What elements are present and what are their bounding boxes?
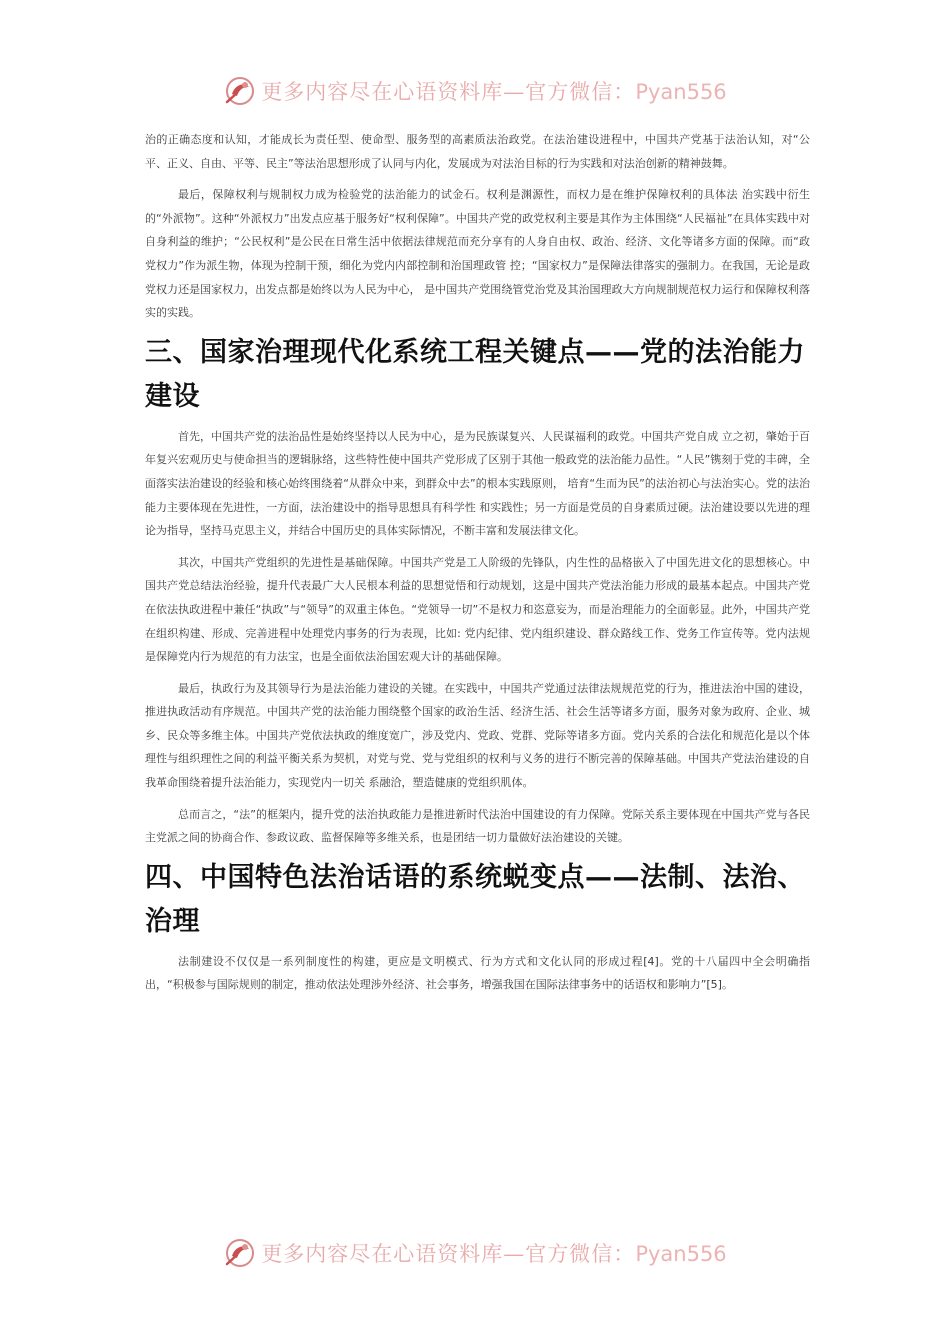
watermark-label: 更多内容尽在心语资料库—官方微信： — [261, 80, 636, 104]
paragraph-7: 法制建设不仅仅是一系列制度性的构建，更应是文明模式、行为方式和文化认同的形成过程[4]。党的十八届四中全会明确指出，“积极参与国际规则的制定，推动依法处理涉外经济、社会事务，增强我国在国际法律事务中的话语权和影响力”[5]。 — [145, 954, 810, 992]
paragraph-3: 首先，中国共产党的法治品性是始终坚持以人民为中心，是为民族谋复兴、人民谋福利的政党。中国共产党自成 立之初，肇始于百年复兴宏观历史与使命担当的逻辑脉络，这些特性使中国共产党形成了区别于其他一般政党的法治能力品性。“人民”镌刻于党的丰碑，全面落实法治建设的经验和核心始终围绕着“从群众中来，到群众中去”的根本实践原则， 培育“生而为民”的法治初心与法治实心。党的法治能力主要体现在先进性，一方面，法治建设中的指导思想具有科学性 和实践性；另一方面是党员的自身素质过硬。法治建设要以先进的理论为指导，坚持马克思主义，并结合中国历史的具体实际情况，不断丰富和发展法律文化。 — [145, 429, 810, 538]
section-heading-4: 四、中国特色法治话语的系统蜕变点——法制、法治、治理 — [145, 861, 805, 937]
watermark-wechat-id: Pyan556 — [635, 80, 727, 104]
paragraph-2: 最后，保障权利与规制权力成为检验党的法治能力的试金石。权利是渊源性，而权力是在维护保障权利的具体法 治实践中衍生的“外派物”。这种“外派权力”出发点应基于服务好“权利保障”。中国共产党的政党权利主要是其作为主体围绕“人民福祉”在具体实践中对自身利益的维护；“公民权利”是公民在日常生活中依据法律规范而充分享有的人身自由权、政治、经济、文化等诸多方面的保障。而“政党权力”作为派生物，体现为控制干预，细化为党内内部控制和治国理政管 控；“国家权力”是保障法律落实的强制力。在我国，无论是政党权力还是国家权力，出发点都是始终以为人民为中心， 是中国共产党围绕管党治党及其治国理政大方向规制规范权力运行和保障权利落实的实践。 — [145, 188, 810, 320]
paragraph-6: 总而言之，“法”的框架内，提升党的法治执政能力是推进新时代法治中国建设的有力保障。党际关系主要体现在中国共产党与各民主党派之间的协商合作、参政议政、监督保障等多维关系，也是团结一切力量做好法治建设的关键。 — [145, 807, 810, 845]
watermark-logo-icon — [223, 1236, 257, 1270]
header-watermark — [0, 74, 950, 108]
watermark-logo-icon — [223, 74, 257, 108]
footer-watermark — [0, 1236, 950, 1270]
watermark-text — [261, 76, 726, 106]
document-body — [145, 128, 810, 997]
paragraph-1: 治的正确态度和认知，才能成长为责任型、使命型、服务型的高素质法治政党。在法治建设进程中，中国共产党基于法治认知，对“公平、正义、自由、平等、民主”等法治思想形成了认同与内化，发展成为对法治目标的行为实践和对法治创新的精神鼓舞。 — [145, 133, 810, 170]
paragraph-4: 其次，中国共产党组织的先进性是基础保障。中国共产党是工人阶级的先锋队，内生性的品格嵌入了中国先进文化的思想核心。中国共产党总结法治经验，提升代表最广大人民根本利益的思想觉悟和行动规划，这是中国共产党法治能力形成的最基本起点。中国共产党在依法执政进程中兼任“执政”与“领导”的双重主体色。“党领导一切”不是权力和恣意妄为，而是治理能力的全面彰显。此外，中国共产党在组织构建、形成、完善进程中处理党内事务的行为表现，比如: 党内纪律、党内组织建设、群众路线工作、党务工作宣传等。党内法规是保障党内行为规范的有力法宝，也是全面依法治国宏观大计的基础保障。 — [145, 555, 810, 664]
watermark-label: 更多内容尽在心语资料库—官方微信： — [261, 1242, 636, 1266]
paragraph-5: 最后，执政行为及其领导行为是法治能力建设的关键。在实践中，中国共产党通过法律法规规范党的行为，推进法治中国的建设，推进执政活动有序规范。中国共产党的法治能力围绕整个国家的政治生活、经济生活、社会生活等诸多方面，服务对象为政府、企业、城乡、民众等多维主体。中国共产党依法执政的维度宽广，涉及党内、党政、党群、党际等诸多方面。党内关系的合法化和规范化是以个体理性与组织理性之间的利益平衡关系为契机，对党与党、党与党组织的权利与义务的进行不断完善的保障基础。中国共产党法治建设的自我革命围绕着提升法治能力，实现党内一切关 系融洽，塑造健康的党组织肌体。 — [145, 681, 810, 790]
watermark-wechat-id: Pyan556 — [635, 1242, 727, 1266]
watermark-text — [261, 1238, 726, 1268]
section-heading-3: 三、国家治理现代化系统工程关键点——党的法治能力建设 — [145, 336, 805, 412]
